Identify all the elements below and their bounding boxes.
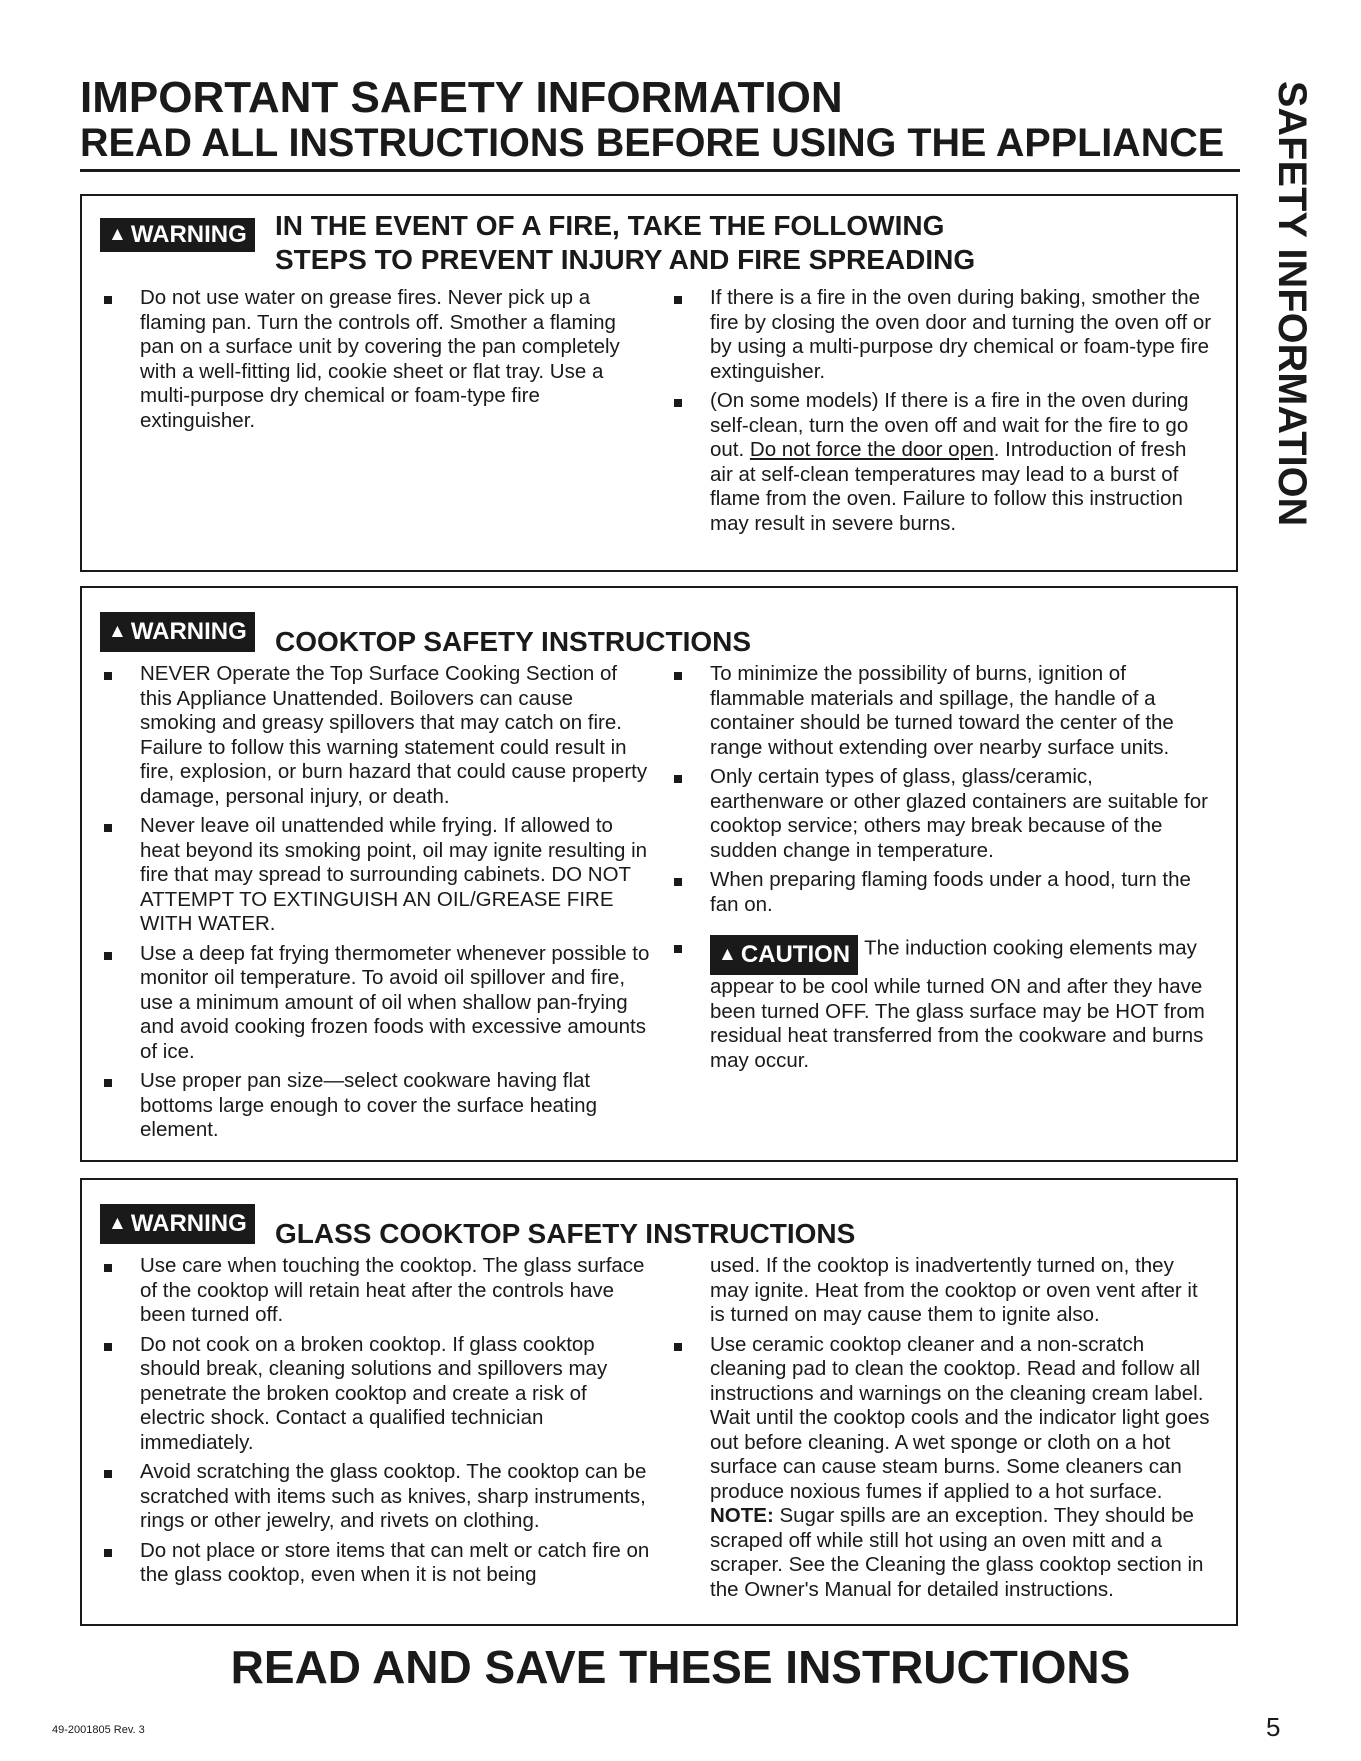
fire-title-line2: STEPS TO PREVENT INJURY AND FIRE SPREADING xyxy=(275,244,976,275)
list-item: If there is a fire in the oven during baking, smother the fire by closing the oven door and turning the oven off or by using a multi-purpose dry chemical or foam-type fire extinguisher. xyxy=(672,286,1212,384)
list-item: Do not cook on a broken cooktop. If glass cooktop should break, cleaning solutions and spillovers may penetrate the broken cooktop and create a risk of electric shock. Contact a qualified technician immediately. xyxy=(102,1333,652,1456)
side-tab-label: SAFETY INFORMATION xyxy=(1270,81,1314,527)
cooktop-left-list xyxy=(102,662,652,1148)
list-item: Use care when touching the cooktop. The glass surface of the cooktop will retain heat after the controls have been turned off. xyxy=(102,1254,652,1328)
fire-left-list xyxy=(102,286,622,438)
warning-triangle-icon: ▲ xyxy=(108,1212,127,1234)
page-title: IMPORTANT SAFETY INFORMATION xyxy=(80,73,843,122)
caution-triangle-icon: ▲ xyxy=(718,943,737,965)
note-label: NOTE: xyxy=(710,1504,774,1527)
door-warning-text: Do not force the door open xyxy=(749,438,994,461)
list-item: Use proper pan size—select cookware having flat bottoms large enough to cover the surface heating element. xyxy=(102,1069,652,1143)
cooktop-title: COOKTOP SAFETY INSTRUCTIONS xyxy=(275,626,752,657)
caution-item: ▲ CAUTION The induction cooking elements may appear to be cool while turned ON and after they have been turned OFF. The glass surface may be HOT from residual heat transferred from the cookware and burns may occur. xyxy=(672,935,1212,1073)
list-item: Only certain types of glass, glass/ceramic, earthenware or other glazed containers are suitable for cooktop service; others may break because of the sudden change in temperature. xyxy=(672,765,1212,863)
list-item: When preparing flaming foods under a hood, turn the fan on. xyxy=(672,868,1212,917)
warning-triangle-icon: ▲ xyxy=(108,223,127,245)
cooktop-warning-box xyxy=(80,586,1238,1162)
list-item: Avoid scratching the glass cooktop. The cooktop can be scratched with items such as knives, sharp instruments, rings or other jewelry, and rivets on clothing. xyxy=(102,1460,652,1534)
fire-right-list xyxy=(672,286,1212,541)
fire-title-line1: IN THE EVENT OF A FIRE, TAKE THE FOLLOWING xyxy=(275,210,945,241)
warning-triangle-icon: ▲ xyxy=(108,620,127,642)
list-item: Use ceramic cooktop cleaner and a non-scratch cleaning pad to clean the cooktop. Read and follow all instructions and warnings on the cleaning cream label. Wait until the cooktop cools and the indicator light goes out before cleaning. A wet sponge or cloth on a hot surface can cause steam burns. Some cleaners can produce noxious fumes if applied to a hot surface. NOTE: Sugar spills are an exception. They should be scraped off while still hot using an oven mitt and a scraper. See the Cleaning the glass cooktop section in the Owner's Manual for detailed instructions. xyxy=(672,1333,1212,1603)
header-rule xyxy=(80,169,1240,172)
cooktop-right-list xyxy=(672,662,1212,1078)
list-item: Use a deep fat frying thermometer whenever possible to monitor oil temperature. To avoid oil spillover and fire, use a minimum amount of oil when shallow pan-frying and avoid cooking frozen foods with excessive amounts of ice. xyxy=(102,942,652,1065)
list-item-continuation: used. If the cooktop is inadvertently turned on, they may ignite. Heat from the cooktop or oven vent after it is turned on may cause them to ignite also. xyxy=(710,1254,1198,1326)
list-item: (On some models) If there is a fire in the oven during self-clean, turn the oven off and wait for the fire to go out. Do not force the door open. Introduction of fresh air at self-clean temperatures may lead to a burst of flame from the oven. Failure to follow this instruction may result in severe burns. xyxy=(672,389,1212,536)
footer-title: READ AND SAVE THESE INSTRUCTIONS xyxy=(230,1641,1131,1693)
side-tab xyxy=(1262,81,1322,581)
document-id: 49-2001805 Rev. 3 xyxy=(52,1724,145,1736)
warning-badge: ▲ WARNING xyxy=(100,1204,255,1244)
caution-badge: ▲ CAUTION xyxy=(710,935,858,975)
glass-right-list xyxy=(672,1254,1212,1607)
list-item: Do not use water on grease fires. Never pick up a flaming pan. Turn the controls off. Smother a flaming pan on a surface unit by covering the pan completely with a well-fitting lid, cookie sheet or flat tray. Use a multi-purpose dry chemical or foam-type fire extinguisher. xyxy=(102,286,622,433)
warning-badge: ▲ WARNING xyxy=(100,218,255,252)
list-item: Do not place or store items that can melt or catch fire on the glass cooktop, even when it is not being xyxy=(102,1539,652,1588)
page-subtitle: READ ALL INSTRUCTIONS BEFORE USING THE APPLIANCE xyxy=(80,121,1225,165)
glass-left-list xyxy=(102,1254,652,1593)
glass-cooktop-warning-box xyxy=(80,1178,1238,1626)
list-item: NEVER Operate the Top Surface Cooking Section of this Appliance Unattended. Boilovers can cause smoking and greasy spillovers that may catch on fire. Failure to follow this warning statement could result in fire, explosion, or burn hazard that could cause property damage, personal injury, or death. xyxy=(102,662,652,809)
glass-cooktop-title: GLASS COOKTOP SAFETY INSTRUCTIONS xyxy=(275,1218,856,1249)
list-item: Never leave oil unattended while frying. If allowed to heat beyond its smoking point, oil may ignite resulting in fire that may spread to surrounding cabinets. DO NOT ATTEMPT TO EXTINGUISH AN OIL/GREASE FIRE WITH WATER. xyxy=(102,814,652,937)
list-item: To minimize the possibility of burns, ignition of flammable materials and spillage, the handle of a container should be turned toward the center of the range without extending over nearby surface units. xyxy=(672,662,1212,760)
page-number: 5 xyxy=(1266,1712,1281,1742)
fire-warning-box xyxy=(80,194,1238,572)
warning-badge: ▲ WARNING xyxy=(100,612,255,652)
